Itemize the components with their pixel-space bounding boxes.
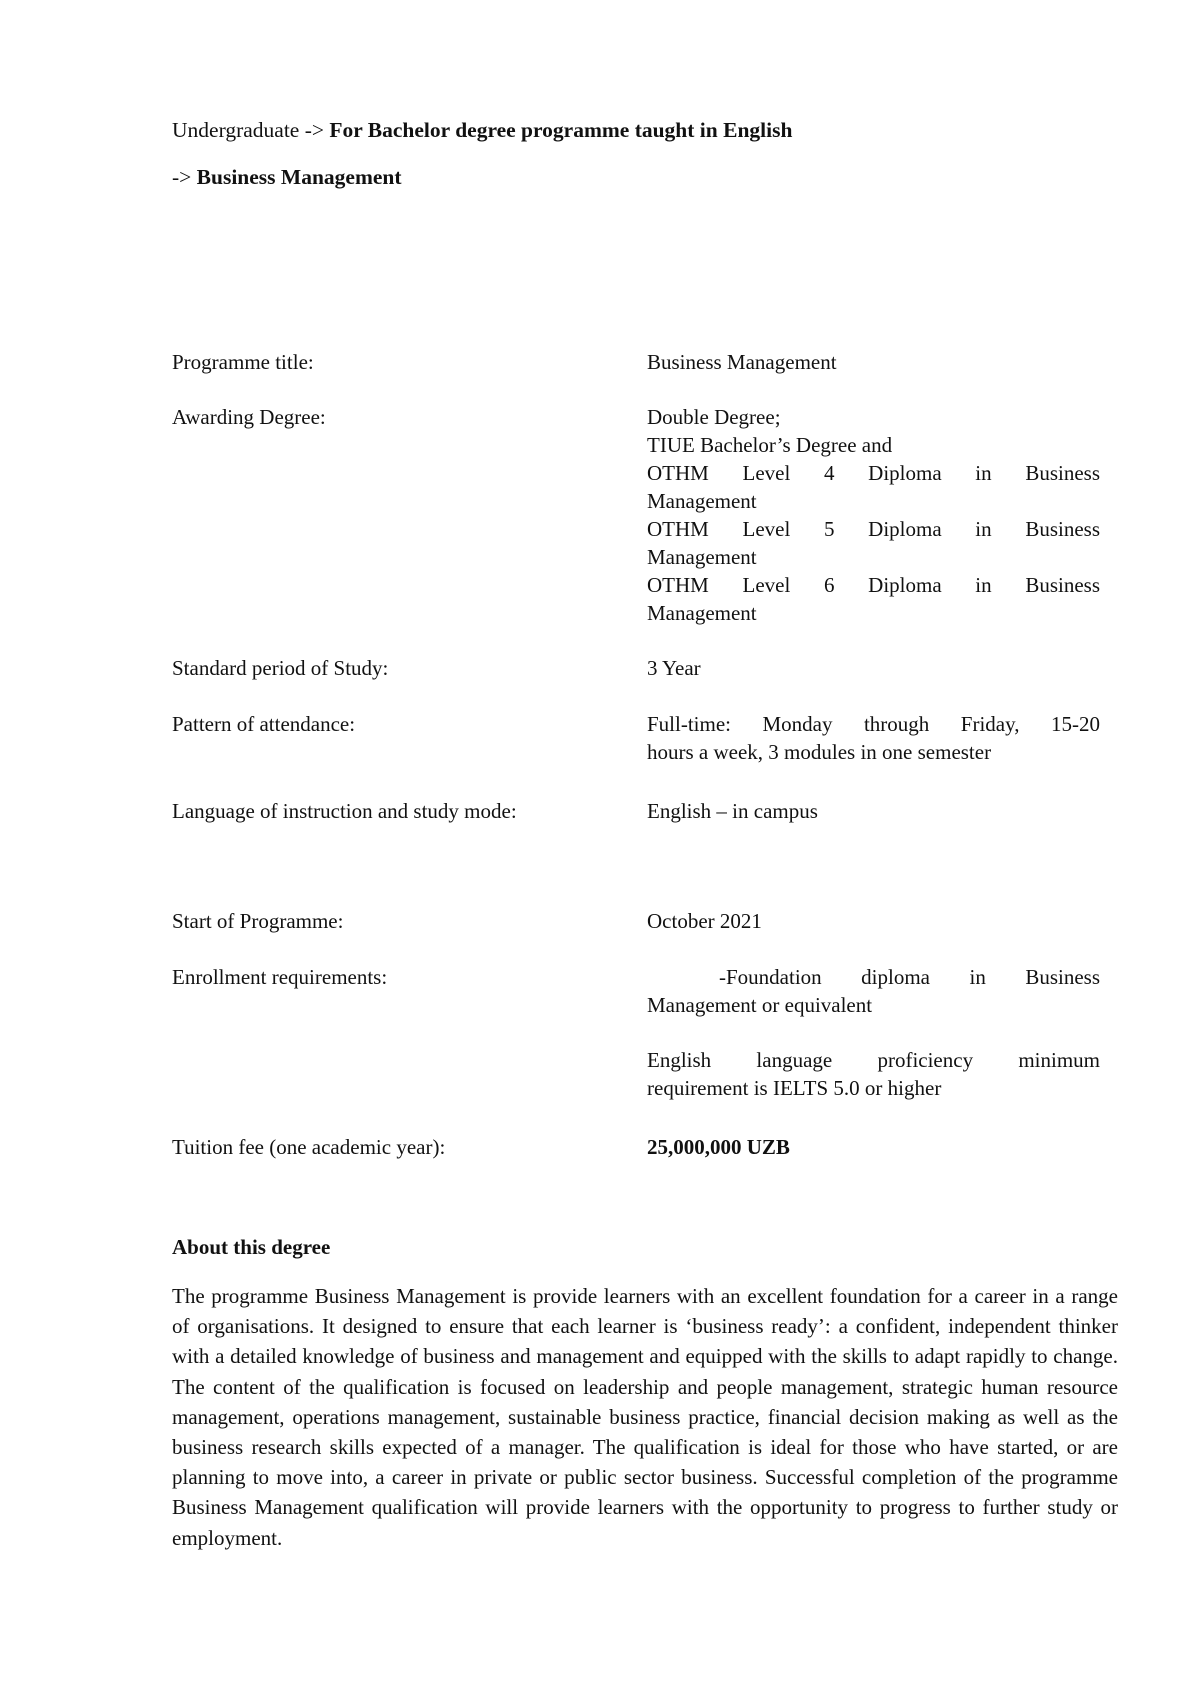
awarding-degree-line: Management — [647, 489, 757, 513]
breadcrumb-arrow: -> — [172, 165, 197, 189]
tuition-label: Tuition fee (one academic year): — [172, 1135, 446, 1159]
tuition-value: 25,000,000 UZB — [647, 1135, 790, 1159]
awarding-degree-label: Awarding Degree: — [172, 405, 326, 429]
awarding-degree-line: OTHM Level 5 Diploma in Business — [647, 517, 1100, 541]
awarding-degree-line: Management — [647, 545, 757, 569]
enrollment-req-1-line-2: Management or equivalent — [647, 993, 873, 1017]
study-period-label: Standard period of Study: — [172, 656, 389, 680]
awarding-degree-line: TIUE Bachelor’s Degree and — [647, 433, 893, 457]
breadcrumb-prefix: Undergraduate -> — [172, 118, 330, 142]
start-label: Start of Programme: — [172, 909, 344, 933]
enrollment-req-2-line-1: English language proficiency minimum — [647, 1048, 1100, 1072]
awarding-degree-value — [647, 403, 1100, 627]
awarding-degree-line: Management — [647, 601, 757, 625]
attendance-line-2: hours a week, 3 modules in one semester — [647, 740, 992, 764]
about-paragraph: The programme Business Management is provide learners with an excellent foundation for a career in a range of organisations. It designed to ensure that each learner is ‘business ready’: a confident, independent thinker with a detailed knowledge of business and management and equipped with the skills to adapt rapidly to change. The content of the qualification is focused on leadership and people management, strategic human resource management, operations management, sustainable business practice, financial decision making as well as the business research skills expected of a manager. The qualification is ideal for those who have started, or are planning to move into, a career in private or public sector business. Successful completion of the programme Business Management qualification will provide learners with the opportunity to progress to further study or employment. — [172, 1284, 1118, 1550]
enrollment-req-2-line-2: requirement is IELTS 5.0 or higher — [647, 1076, 942, 1100]
programme-title-value: Business Management — [647, 350, 837, 374]
about-heading: About this degree — [172, 1235, 331, 1259]
attendance-label: Pattern of attendance: — [172, 712, 356, 736]
breadcrumb-line-1 — [172, 116, 792, 144]
awarding-degree-line: OTHM Level 6 Diploma in Business — [647, 573, 1100, 597]
language-label: Language of instruction and study mode: — [172, 799, 517, 823]
enrollment-label: Enrollment requirements: — [172, 965, 388, 989]
enrollment-req-1-line-1: -Foundation diploma in Business — [719, 965, 1100, 989]
programme-title-label: Programme title: — [172, 350, 314, 374]
start-value: October 2021 — [647, 909, 762, 933]
enrollment-value — [647, 963, 1100, 1102]
breadcrumb-level: For Bachelor degree programme taught in English — [329, 118, 793, 142]
breadcrumb-programme: Business Management — [196, 165, 402, 189]
awarding-degree-line: Double Degree; — [647, 405, 781, 429]
attendance-line-1: Full-time: Monday through Friday, 15-20 — [647, 712, 1100, 736]
breadcrumb-line-2 — [172, 163, 402, 191]
language-value: English – in campus — [647, 799, 818, 823]
study-period-value: 3 Year — [647, 656, 701, 680]
awarding-degree-line: OTHM Level 4 Diploma in Business — [647, 461, 1100, 485]
attendance-value — [647, 710, 1100, 766]
